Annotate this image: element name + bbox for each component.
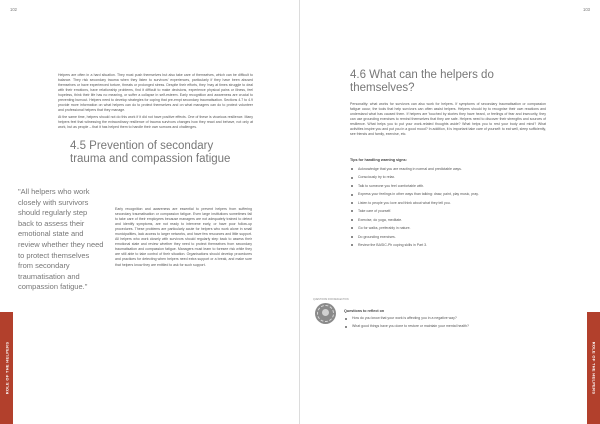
tip-item: Express your feelings in other ways than talking: draw, paint, play music, pray.	[350, 190, 546, 198]
reflection-badge-icon	[313, 298, 349, 324]
side-tab-right-label: ROLE OF THE HELPERS	[591, 341, 596, 395]
tip-item: Exercise, do yoga, meditate.	[350, 216, 546, 224]
reflection-title: Questions to reflect on	[344, 309, 385, 313]
intro-paragraph-2: At the same time, helpers should not do this work if it did not have positive effects. One of these is vicarious resilience. Many helpers feel that witnessing the extraordinary resilience of trauma survivors changes how they react and behave, not only at work, but as people – that it has helped them to handle their own sorrows and challenges.	[58, 115, 253, 130]
tip-item: Listen to people you love and think about what they tell you.	[350, 199, 546, 207]
tip-item: Take care of yourself.	[350, 207, 546, 215]
section-4-5-title: 4.5 Prevention of secondary trauma and compassion fatigue	[70, 140, 231, 165]
tip-item: Consciously try to relax.	[350, 173, 546, 181]
intro-text	[58, 73, 253, 131]
tip-item: Review the BASIC-Ph coping skills in Part 3.	[350, 241, 546, 249]
section-4-6-title: 4.6 What can the helpers do themselves?	[350, 69, 494, 94]
reflection-question: How do you know that your work is affecting you in a negative way?	[344, 315, 544, 323]
reflection-question: What good things have you done to restore or maintain your mental health?	[344, 323, 544, 331]
tip-item: Do grounding exercises.	[350, 233, 546, 241]
tips-list	[350, 165, 546, 250]
tip-item: Talk to someone you feel comfortable with.	[350, 182, 546, 190]
pull-quote: "All helpers who work closely with survivors should regularly step back to assess their emotional state and review whether they need to protect themselves from secondary traumatisation and compassion fatigue."	[18, 187, 104, 292]
tips-title: Tips for handling warning signs:	[350, 158, 407, 162]
tip-item: Go for walks, preferably in nature.	[350, 224, 546, 232]
side-tab-right	[587, 312, 600, 424]
side-tab-left-label: ROLE OF THE HELPERS	[4, 341, 9, 395]
left-page-number: 102	[10, 7, 17, 12]
side-tab-left	[0, 312, 13, 424]
right-page-number: 103	[583, 7, 590, 12]
intro-paragraph-1: Helpers are often in a hard situation. They must push themselves but also take care of themselves, which can be difficult to balance. They risk secondary trauma when they listen to survivors' experiences, particularly if they have been abused themselves or have experienced torture, threats or prolonged stress. Despite their efforts, they 'may at times struggle to deal with their emotions, have relationship problems, find it difficult to make decisions, experience physical pains or illness, feel hopeless, think their life has no meaning, or suffer a collapse in self-esteem. Early recognition and awareness are crucial to preventing burnout. Helpers need to develop strategies for coping that pre-empt secondary traumatisation. Sections 4.7 to 4.9 provide more information on what helpers can do to protect themselves and on what managers can do to protect volunteer and professional helpers that they manage.	[58, 73, 253, 113]
reflection-questions	[344, 315, 544, 330]
section-4-6-body: Personality: what works for survivors can also work for helpers. If symptoms of secondary traumatisation or compassion fatigue occur, the tools that help survivors can often assist helpers. Helpers should try to recognise their own reactions and understand what has caused them. If helpers are 'touched by stories they have heard, or feelings of fear and insecurity, they can use grounding exercises to remind themselves that they are safe. Helpers need to discover their strengths and sources of resilience. What helps you to put your work-related thoughts aside? What helps you to rest your body and mind? What activities inspire you and put you in a good mood? In addition, it is important take care of yourself: to eat well, sleep sufficiently, see friends and family, exercise, etc.	[350, 102, 546, 137]
section-4-5-body: Early recognition and awareness are essential to prevent helpers from suffering secondary traumatisation or compassion fatigue. Even large institutions sometimes fail to take care of their employees because managers are not adequately trained to detect and identify symptoms, are not ready to intervene early, or have poor follow-up procedures. These problems are particularly acute for helpers who work alone in small municipalities, lack access to larger networks, and have few resources and little support. All helpers who work closely with survivors should regularly step back to assess their emotional state and review whether they need to protect themselves from secondary traumatisation and compassion fatigue. Managers must learn to foresee risk while they are still able to take control of their situation. Organisations should develop procedures and practices for detecting when helpers need extra support or a break, and make sure that helpers know they are entitled to ask for such support.	[115, 207, 252, 267]
tip-item: Acknowledge that you are reacting in normal and predictable ways.	[350, 165, 546, 173]
reflection-badge-label: QUESTIONS FOR REFLECTION	[313, 298, 349, 301]
